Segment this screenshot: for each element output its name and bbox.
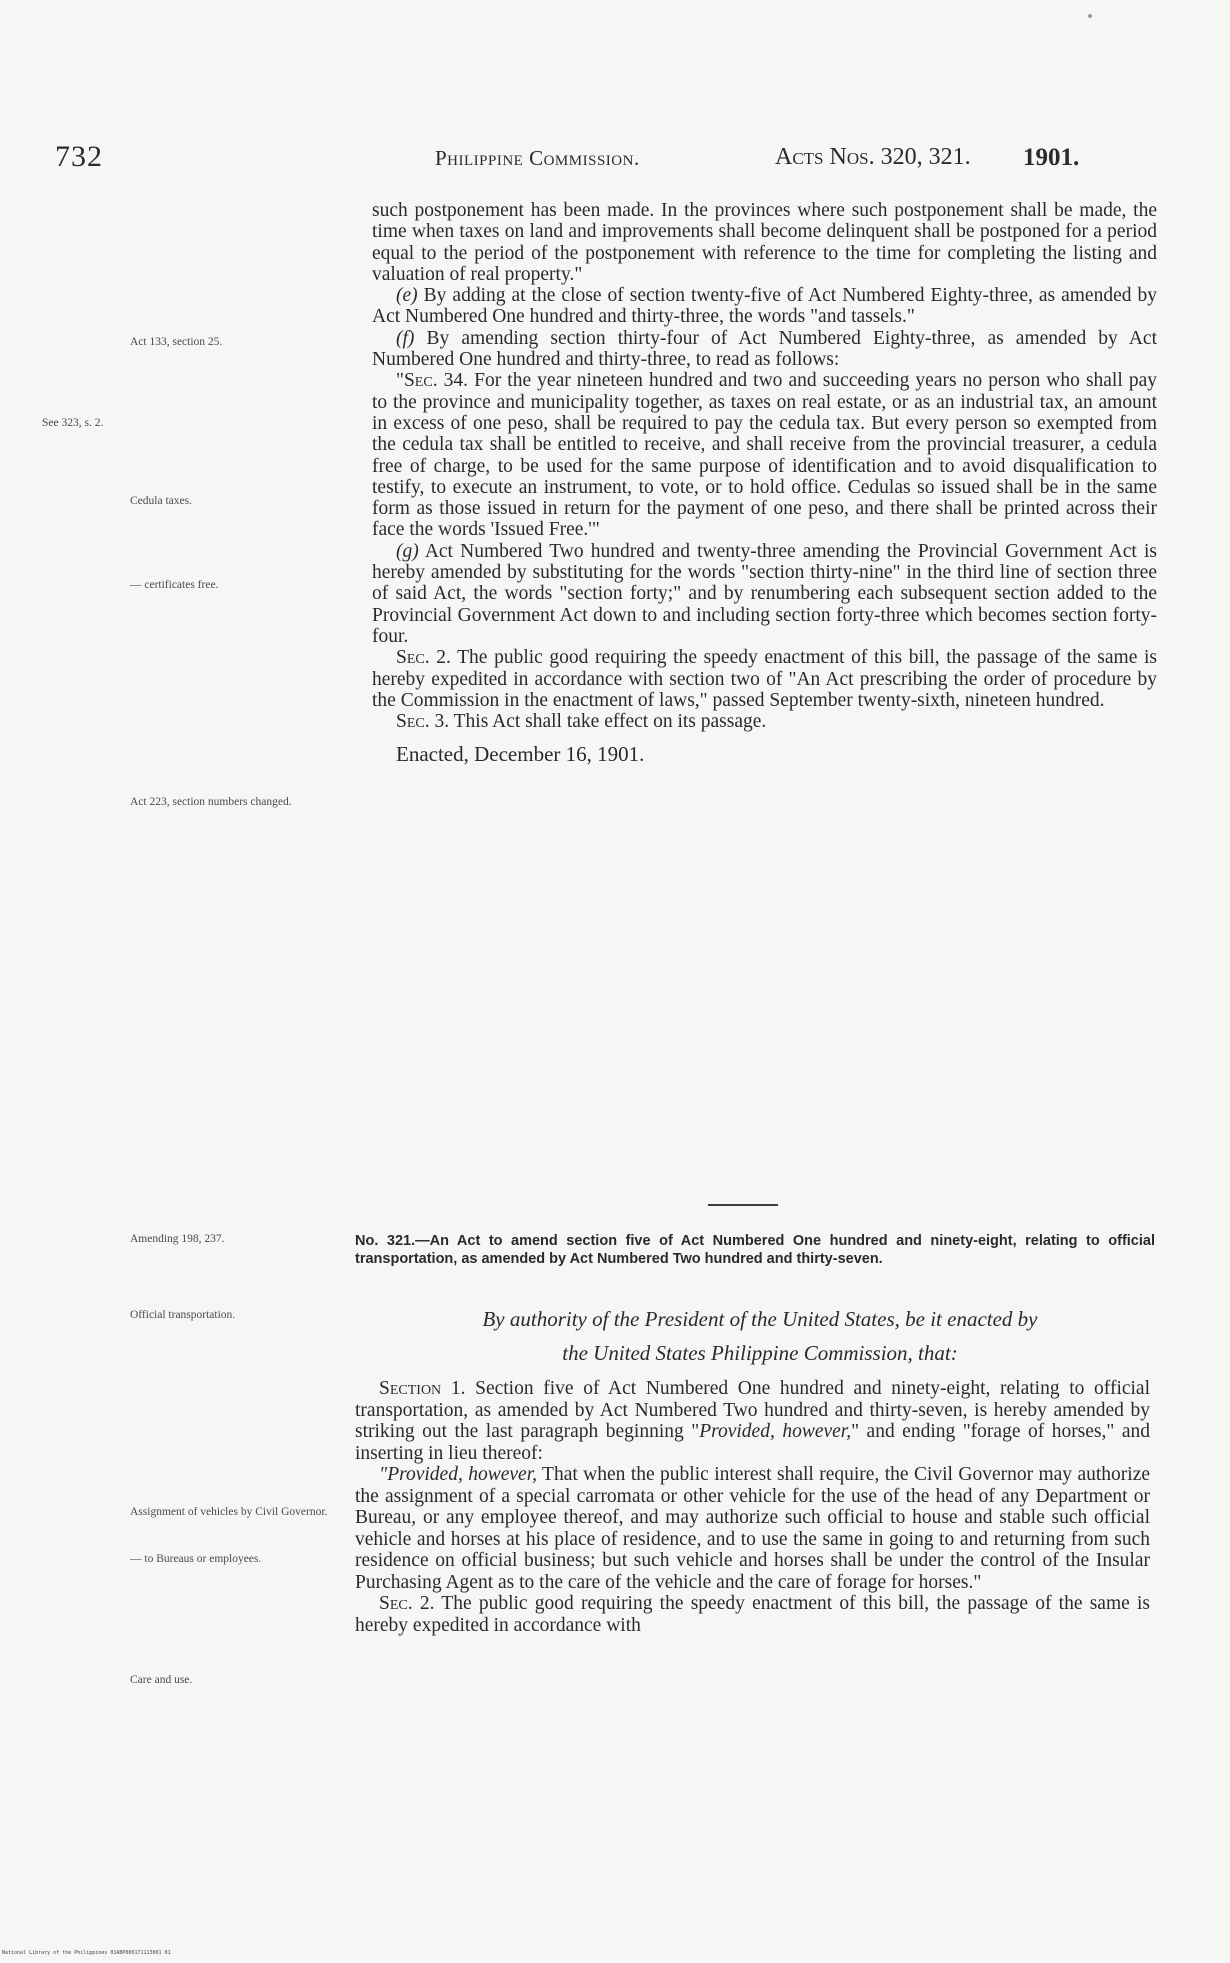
clause-text-g: Act Numbered Two hundred and twenty-three amending the Provincial Government Act is hereby amended by substituting for the words "section thirty-nine" in the third line of section three of said Act, the words "section forty;" and by renumbering each subsequent section added to the Provincial Government Act down to and including section forty-three which becomes section forty-four. (372, 540, 1157, 647)
running-header (55, 140, 1095, 180)
enacted-date: Enacted, December 16, 1901. (396, 742, 645, 767)
margin-note-official: Official transportation. (130, 1309, 236, 1321)
margin-note-see323: See 323, s. 2. (42, 417, 104, 429)
clause-label-e: (e) (396, 285, 418, 307)
margin-note-amending: Amending 198, 237. (130, 1233, 225, 1245)
proviso-quote: Provided, however, (699, 1421, 852, 1442)
paragraph-proviso (355, 1464, 1150, 1593)
paragraph-g (372, 541, 1157, 647)
margin-note-cedula: Cedula taxes. (130, 495, 192, 507)
clause-label-f: (f) (396, 327, 415, 349)
margin-note-assignment: Assignment of vehicles by Civil Governor. (130, 1506, 328, 1518)
proviso-text: That when the public interest shall require, the Civil Governor may authorize the assignment of a special carromata or other vehicle for the use of the head of any Department or Bureau, or any employee thereof, and may authorize such official to house and stable such official vehicle and horses at his place of residence, and to use the same in going to and returning from such residence on official business; but such vehicle and horses shall be under the control of the Insular Purchasing Agent as to the care of the vehicle and the care of forage for horses." (355, 1464, 1151, 1593)
section-label-1: Section 1. (379, 1378, 466, 1399)
section-text-1-end: " and ending "forage of horses," and inserting in lieu thereof: (355, 1421, 1150, 1464)
section-text-3: This Act shall take effect on its passage. (449, 711, 767, 733)
margin-note-act133: Act 133, section 25. (130, 336, 223, 348)
scan-footer: National Library of the Philippines 01ABP000171113001 01 (2, 1950, 171, 1956)
section-label-34: "Sec. 34. (396, 370, 469, 392)
act-320-text (372, 200, 1157, 766)
page-number: 732 (55, 140, 103, 173)
section-divider (708, 1204, 778, 1206)
paragraph-321-sec-2 (355, 1593, 1150, 1636)
section-label-3: Sec. 3. (396, 711, 450, 733)
act-321-text (355, 1378, 1150, 1636)
section-label-321-2: Sec. 2. (379, 1593, 435, 1614)
paragraph-sec-3 (372, 711, 1157, 732)
scan-speck (1088, 14, 1092, 18)
margin-note-care: Care and use. (130, 1674, 193, 1686)
margin-note-certificates: — certificates free. (130, 579, 219, 591)
paragraph-sec-2 (372, 647, 1157, 711)
section-text-2: The public good requiring the speedy enactment of this bill, the passage of the same is hereby expedited in accordance with section two of "An Act prescribing the order of procedure by the Commission in the enactment of laws," passed September twenty-sixth, nineteen hundred. (372, 647, 1157, 711)
enacting-line-1: By authority of the President of the United States, be it enacted by (482, 1307, 1038, 1331)
act-321-heading (355, 1232, 1155, 1268)
act-321-title: —An Act to amend section five of Act Numbered One hundred and ninety-eight, relating to official transportation, as amended by Act Numbered Two hundred and thirty-seven. (355, 1233, 1155, 1267)
running-title: Philippine Commission. (435, 146, 640, 170)
paragraph-f (372, 328, 1157, 371)
paragraph-sec-34 (372, 370, 1157, 540)
enacting-line-2: the United States Philippine Commission, that: (562, 1341, 958, 1365)
paragraph-e (372, 285, 1157, 328)
clause-text-e: By adding at the close of section twenty-five of Act Numbered Eighty-three, as amended by Act Numbered One hundred and thirty-three, the words "and tassels." (372, 285, 1157, 328)
clause-label-g: (g) (396, 540, 419, 562)
year: 1901. (1023, 144, 1080, 171)
section-label-2: Sec. 2. (396, 647, 451, 669)
section-text-321-2: The public good requiring the speedy enactment of this bill, the passage of the same is hereby expedited in accordance with (355, 1593, 1150, 1636)
paragraph-section-1 (355, 1378, 1150, 1464)
enacting-clause (360, 1302, 1160, 1370)
section-text-34: For the year nineteen hundred and two and succeeding years no person who shall pay to the province and municipality together, as taxes on real estate, or as an industrial tax, an amount in excess of one peso, shall be required to pay the cedula tax. But every person so exempted from the cedula tax shall be entitled to receive, and shall receive from the provincial treasurer, a cedula free of charge, to be used for the same purpose of identification and to avoid disqualification to testify, to execute an instrument, to vote, or to hold office. Cedulas so issued shall be in the same form as those issued in return for the payment of one peso, and there shall be printed across their face the words 'Issued Free.'" (372, 370, 1157, 541)
section-text-1: Section five of Act Numbered One hundred and ninety-eight, relating to official transportation, as amended by Act Numbered Two hundred and thirty-seven, is hereby amended by striking out the last paragraph beginning " (355, 1378, 1151, 1442)
paragraph-postponement: such postponement has been made. In the provinces where such postponement shall be made, the time when taxes on land and improvements shall become delinquent shall be postponed for a period equal to the period of the postponement with reference to the time for completing the listing and valuation of real property." (372, 200, 1157, 285)
act-321-number: No. 321. (355, 1233, 416, 1249)
proviso-label: "Provided, however, (379, 1464, 537, 1485)
margin-note-bureaus: — to Bureaus or employees. (130, 1553, 262, 1565)
margin-note-act223: Act 223, section numbers changed. (130, 796, 292, 808)
act-numbers: Acts Nos. 320, 321. (775, 144, 971, 170)
clause-text-f: By amending section thirty-four of Act Numbered Eighty-three, as amended by Act Numbered One hundred and thirty-three, to read as follows: (372, 327, 1157, 371)
